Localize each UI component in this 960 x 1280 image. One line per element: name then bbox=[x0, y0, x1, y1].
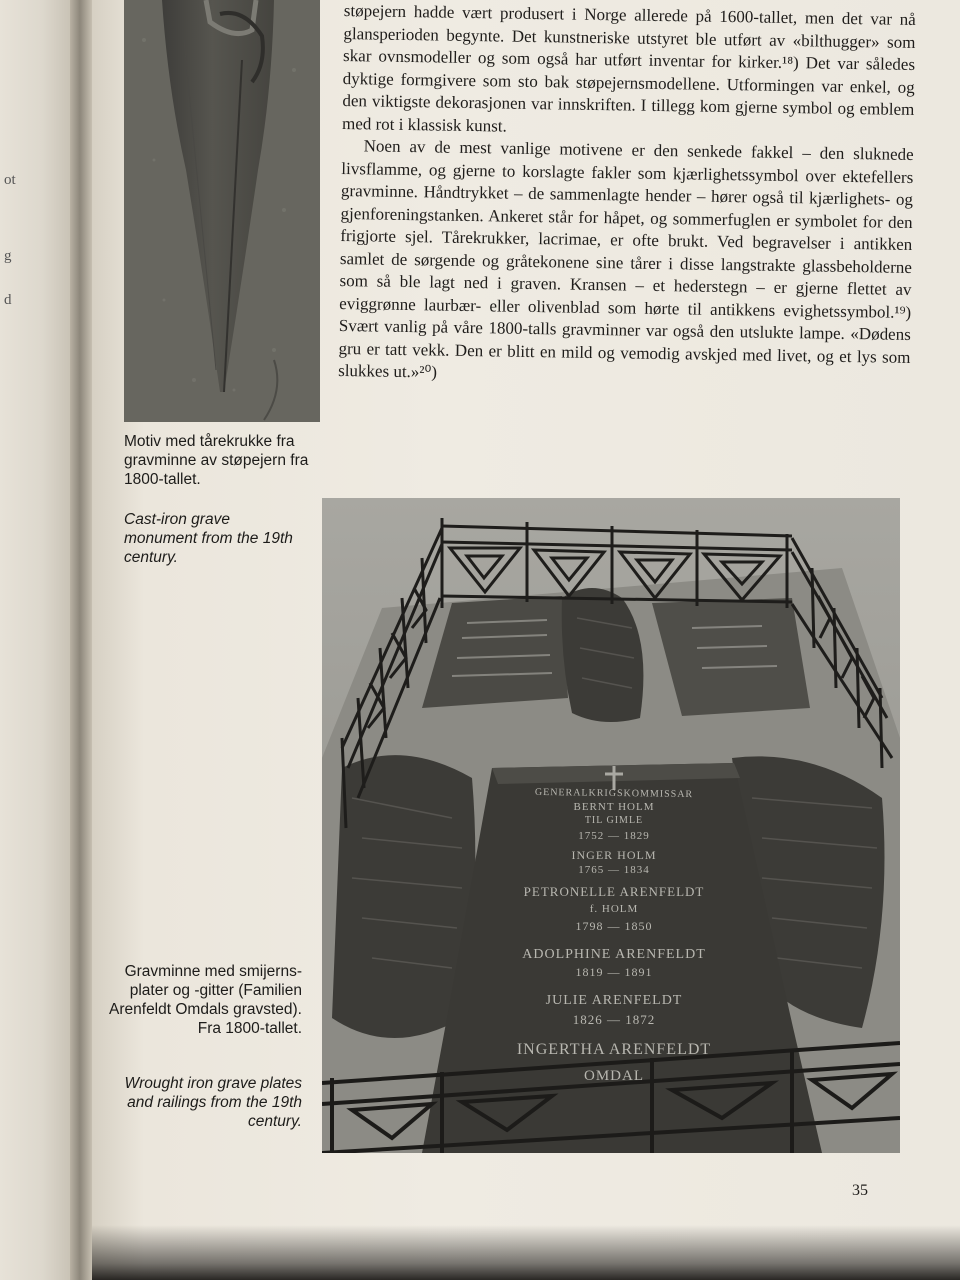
page-shadow bbox=[92, 1225, 960, 1280]
plate-line: 1765 — 1834 bbox=[578, 864, 650, 876]
plate-line: f. HOLM bbox=[589, 903, 639, 915]
tear-vase-photo bbox=[124, 0, 320, 422]
book-gutter bbox=[70, 0, 92, 1280]
body-paragraph: Noen av de mest vanlige motivene er den senkede fakkel – den sluknede livsflamme, og gjerne to korslagte fakler som kjærlighetssymbol over ektefellers gravminne. Håndtrykket – de sammenlagte hender – hører også til kjærlighets- og gjenforeningstanken. Ankeret står for håpet, og sommerfuglen er symbolet for den frigjorte sjel. Tårekrukker, lacrimae, er ofte brukt. Ved begravelser i antikken samlet de sørgende og gråtekonene sine tårer i disse langstrakte glassbeholderne som så ble lagt ned i graven. Kransen – et hederstegn – er gjerne flettet av eviggrønne laurbær- eller olivenblad som hørte til antikkens evighetssymbol.¹⁹) Svært vanlig på våre 1800-talls gravminner var også den utslukte lampe. «Dødens gru er tatt vekk. Den er blitt en mild og vemodig avskjed med livet, og et lys som slukkes ut.»²⁰) bbox=[338, 136, 914, 382]
plate-line: 1752 — 1829 bbox=[578, 830, 650, 842]
plate-line: ADOLPHINE ARENFELDT bbox=[522, 947, 706, 962]
plate-line: GENERALKRIGSKOMMISSAR bbox=[534, 786, 694, 801]
plate-line: JULIE ARENFELDT bbox=[545, 993, 683, 1008]
plate-line: 1819 — 1891 bbox=[575, 965, 653, 979]
grave-photo bbox=[322, 498, 900, 1153]
plate-line: OMDAL bbox=[584, 1068, 644, 1084]
grave-caption-english: Wrought iron grave plates and railings from the 19th century. bbox=[124, 1075, 302, 1130]
plate-line: INGERTHA ARENFELDT bbox=[516, 1041, 712, 1058]
prev-page-fragment: g bbox=[4, 248, 12, 264]
previous-page-edge bbox=[0, 0, 70, 1280]
body-text bbox=[338, 0, 916, 391]
plate-line: INGER HOLM bbox=[571, 848, 657, 862]
plate-line: BERNT HOLM bbox=[573, 801, 655, 813]
plate-line: 1798 — 1850 bbox=[575, 919, 653, 933]
plate-line: PETRONELLE ARENFELDT bbox=[523, 884, 705, 899]
prev-page-fragment: ot bbox=[4, 172, 16, 188]
prev-page-fragment: d bbox=[4, 292, 12, 308]
vase-caption-english: Cast-iron grave monument from the 19th century. bbox=[124, 511, 293, 566]
vase-caption-norwegian: Motiv med tårekrukke fra gravminne av støpejern fra 1800-tallet. bbox=[124, 433, 309, 488]
plate-line: 1826 — 1872 bbox=[572, 1012, 656, 1027]
body-paragraph: støpejern hadde vært produsert i Norge allerede på 1600-tallet, men det var nå glansperioden begynte. Det kunstneriske utstyret ble utført av «bilthugger» som skar ovnsmodeller og som også har utført inventar for kirker.¹⁸) Det var således dyktige formgivere som sto bak støpejernsmodellene. Utformingen var enkel, og den viktigste dekorasjonen var innskriften. I tillegg kom gjerne symbol og emblem med rot i klassisk kunst. bbox=[341, 0, 916, 136]
page-number: 35 bbox=[852, 1182, 868, 1199]
grave-caption-norwegian: Gravminne med smijerns-plater og -gitter (Familien Arenfeldt Omdals gravsted). Fra 1800-tallet. bbox=[109, 963, 302, 1037]
plate-line: TIL GIMLE bbox=[584, 815, 644, 826]
